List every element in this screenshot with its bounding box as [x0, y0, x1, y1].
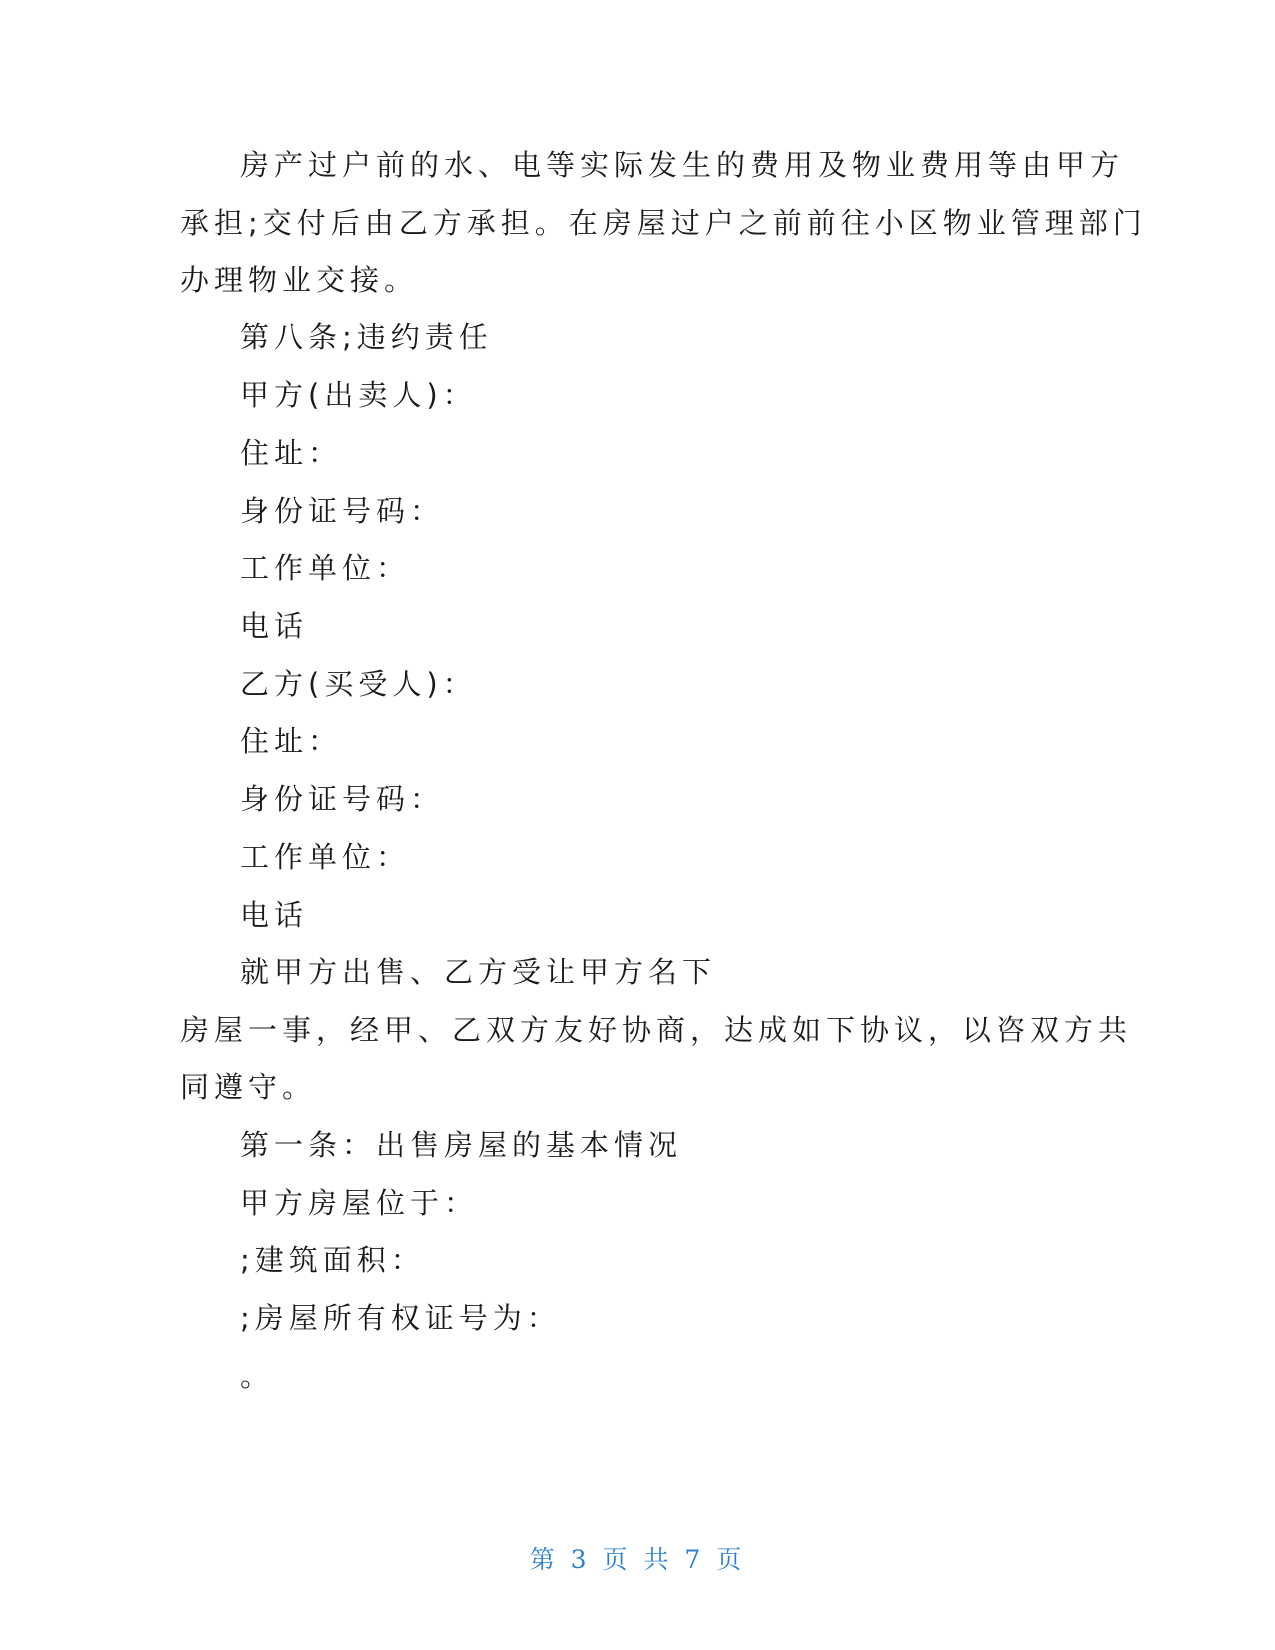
- page-number-footer: 第 3 页 共 7 页: [529, 1545, 746, 1574]
- section-heading: 第一条：出售房屋的基本情况: [240, 1128, 683, 1162]
- employer-label: 工作单位：: [240, 840, 411, 874]
- paragraph-line: 房产过户前的水、电等实际发生的费用及物业费用等由甲方: [240, 148, 1125, 182]
- section-heading: 第八条;违约责任: [240, 320, 493, 354]
- address-label: 住址：: [240, 724, 343, 758]
- id-number-label: 身份证号码：: [240, 782, 445, 816]
- paragraph-line: 。: [240, 1359, 275, 1393]
- party-a-label: 甲方(出卖人)：: [240, 378, 477, 412]
- certificate-label: ;房屋所有权证号为：: [240, 1301, 561, 1335]
- employer-label: 工作单位：: [240, 551, 411, 585]
- location-label: 甲方房屋位于：: [240, 1186, 479, 1220]
- paragraph-line: 就甲方出售、乙方受让甲方名下: [240, 955, 717, 989]
- paragraph-line: 同遵守。: [180, 1070, 317, 1104]
- paragraph-line: 办理物业交接。: [180, 263, 419, 297]
- id-number-label: 身份证号码：: [240, 494, 445, 528]
- paragraph-line: 承担;交付后由乙方承担。在房屋过户之前前往小区物业管理部门: [180, 206, 1147, 240]
- address-label: 住址：: [240, 436, 343, 470]
- phone-label: 电话: [240, 609, 309, 643]
- phone-label: 电话: [240, 898, 309, 932]
- paragraph-line: 房屋一事，经甲、乙双方友好协商，达成如下协议，以咨双方共: [180, 1013, 1133, 1047]
- area-label: ;建筑面积：: [240, 1243, 425, 1277]
- party-b-label: 乙方(买受人)：: [240, 667, 477, 701]
